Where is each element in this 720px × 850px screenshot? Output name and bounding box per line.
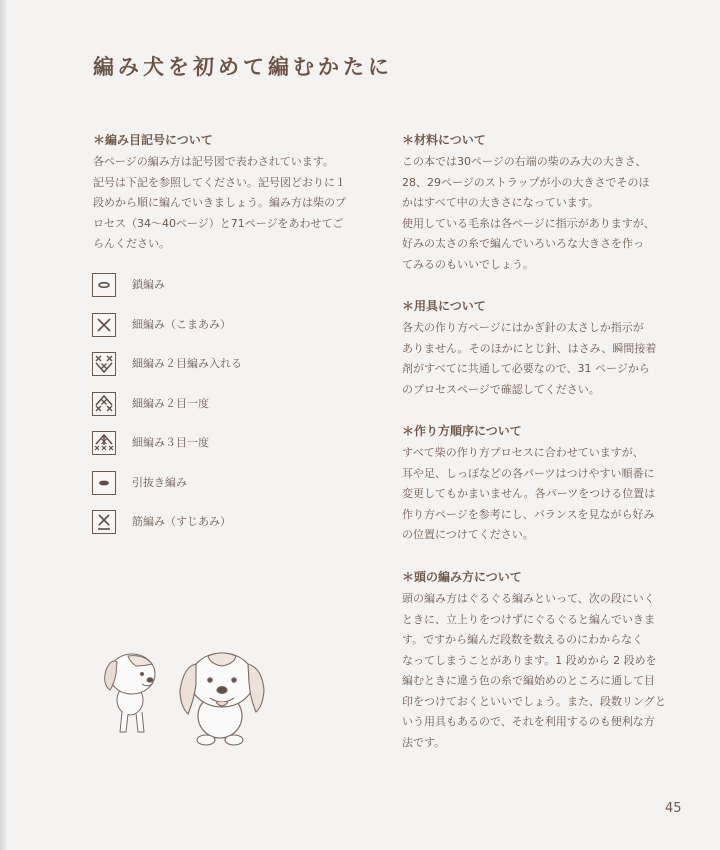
text-line: す。ですから編んだ段数を数えるのにわからなく <box>402 633 644 646</box>
tools-body <box>402 318 656 400</box>
symbol-label: 細編み３目一度 <box>132 436 209 449</box>
text-line: すべて柴の作り方プロセスに合わせていますが、 <box>402 446 644 459</box>
order-body <box>402 443 655 546</box>
text-line: 編むときに違う色の糸で編始めのところに通して目 <box>402 674 655 687</box>
order-heading: ＊作り方順序について <box>402 424 522 438</box>
materials-section <box>402 131 655 275</box>
text-line: 好みの太さの糸で編んでいろいろな大きさを作っ <box>402 237 644 250</box>
text-line: なってしまうことがあります。1 段めから 2 段めを <box>402 653 657 667</box>
text-line: いう用具もあるので、それを利用するのも便利な方 <box>402 715 655 728</box>
text-line: ありません。そのほかにとじ針、はさみ、瞬間接着 <box>402 341 657 355</box>
text-line: 各ページの編み方は記号図で表わされています。 <box>93 155 334 168</box>
symbols-section <box>93 131 346 255</box>
text-line: 使用している毛糸は各ページに指示がありますが、 <box>402 216 655 230</box>
symbol-label: 細編み２目一度 <box>132 396 209 410</box>
text-line: らんください。 <box>93 237 170 250</box>
symbol-label: 筋編み（すじあみ） <box>132 515 231 528</box>
tools-heading: ＊用具について <box>402 299 486 313</box>
symbol-label: 細編み２目編み入れる <box>132 357 242 370</box>
text-line: のプロセスページで確認してください。 <box>402 382 600 396</box>
tools-section <box>402 297 656 400</box>
text-line: 耳や足、しっぽなどの各パーツはつけやすい順番に <box>402 466 655 480</box>
text-line: 法です。 <box>402 735 446 749</box>
text-line: ロセス（34～40ページ）と71ページをあわせてご <box>93 216 344 230</box>
materials-body <box>402 152 655 275</box>
text-line: 変更してもかまいません。各パーツをつける位置は <box>402 487 656 500</box>
page-edge <box>0 0 6 850</box>
large-dog-icon <box>180 653 264 745</box>
head-body <box>402 589 666 753</box>
single-crochet-icon <box>92 313 116 337</box>
order-section <box>402 422 655 546</box>
page-number: 45 <box>665 801 682 816</box>
text-line: 28、29ページのストラップが小の大きさでそのほ <box>402 175 650 189</box>
small-dog-icon <box>105 654 155 732</box>
text-line: ときに、立上りをつけずにぐるぐると編んでいきま <box>402 612 655 626</box>
text-line: かはすべて中の大きさになっています。 <box>402 196 599 209</box>
text-line: 段めから順に編んでいきましょう。編み方は柴のプ <box>93 196 346 209</box>
head-heading: ＊頭の編み方について <box>402 570 522 584</box>
text-line: 印をつけておくといいでしょう。また、段数リングと <box>402 694 666 708</box>
text-line: 頭の編み方はぐるぐる編みといって、次の段にいく <box>402 592 655 605</box>
symbol-label: 細編み（こまあみ） <box>132 317 231 331</box>
symbol-label: 引抜き編み <box>132 475 187 489</box>
symbols-body <box>93 152 346 255</box>
text-line: 剤がすべてに共通して必要なので、31 ページから <box>402 362 650 375</box>
page-title: 編み犬を初めて編むかたに <box>93 55 393 79</box>
slip-stitch-icon <box>92 471 116 495</box>
text-line: この本では30ページの右端の柴のみ大の大きさ、 <box>402 155 647 168</box>
text-line: の位置につけてください。 <box>402 528 534 541</box>
single-crochet-3tog-icon <box>92 431 116 455</box>
text-line: 記号は下記を参照してください。記号図どおりに１ <box>93 175 346 189</box>
text-line: 作り方ページを参考にし、バランスを見ながら好み <box>402 507 655 521</box>
head-section <box>402 568 666 753</box>
back-loop-single-crochet-icon <box>92 510 116 534</box>
symbol-label: 鎖編み <box>132 278 165 291</box>
materials-heading: ＊材料について <box>402 133 486 147</box>
text-line: てみるのもいいでしょう。 <box>402 257 534 271</box>
knitted-dog-illustration <box>98 650 273 754</box>
single-crochet-increase-icon <box>92 352 116 376</box>
text-line: 各犬の作り方ページにはかぎ針の太さしか指示が <box>402 321 644 334</box>
chain-stitch-icon <box>92 273 116 297</box>
symbols-heading: ＊編み目記号について <box>93 133 213 147</box>
single-crochet-2tog-icon <box>92 392 116 416</box>
